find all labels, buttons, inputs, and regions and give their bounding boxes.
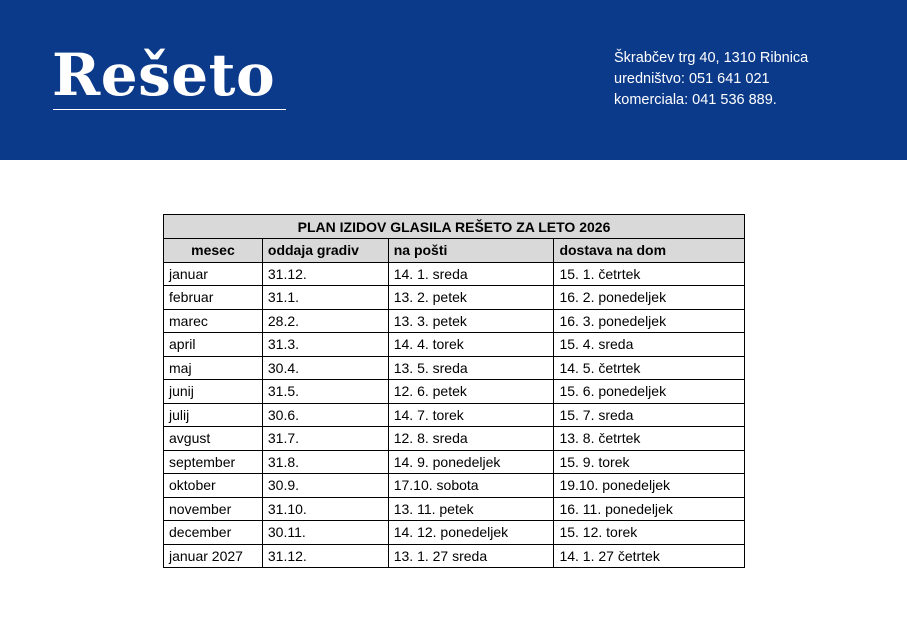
cell-delivery: 16. 3. ponedeljek [554, 309, 745, 333]
cell-submission: 28.2. [262, 309, 388, 333]
cell-post: 14. 4. torek [388, 333, 554, 357]
cell-month: marec [164, 309, 263, 333]
cell-month: januar [164, 262, 263, 286]
cell-submission: 31.12. [262, 262, 388, 286]
cell-month: julij [164, 403, 263, 427]
commercial-phone: komerciala: 041 536 889. [614, 92, 777, 108]
cell-delivery: 15. 12. torek [554, 521, 745, 545]
cell-submission: 31.8. [262, 450, 388, 474]
table-row [164, 262, 745, 286]
table-row [164, 497, 745, 521]
column-header-delivery: dostava na dom [554, 239, 745, 263]
cell-month: junij [164, 380, 263, 404]
cell-month: februar [164, 286, 263, 310]
header-banner [0, 0, 907, 160]
cell-submission: 30.11. [262, 521, 388, 545]
cell-delivery: 13. 8. četrtek [554, 427, 745, 451]
cell-month: april [164, 333, 263, 357]
logo: Rešeto [52, 41, 276, 109]
cell-delivery: 15. 7. sreda [554, 403, 745, 427]
cell-delivery: 15. 1. četrtek [554, 262, 745, 286]
address-text: Škrabčev trg 40, 1310 Ribnica [614, 50, 809, 66]
cell-post: 13. 11. petek [388, 497, 554, 521]
cell-post: 14. 7. torek [388, 403, 554, 427]
table-row [164, 309, 745, 333]
cell-submission: 31.5. [262, 380, 388, 404]
table-row [164, 380, 745, 404]
table-body [164, 262, 745, 568]
table-row [164, 474, 745, 498]
cell-post: 14. 9. ponedeljek [388, 450, 554, 474]
cell-month: januar 2027 [164, 544, 263, 568]
cell-delivery: 15. 4. sreda [554, 333, 745, 357]
cell-month: november [164, 497, 263, 521]
cell-post: 13. 1. 27 sreda [388, 544, 554, 568]
cell-month: december [164, 521, 263, 545]
table-row [164, 427, 745, 451]
table-row [164, 521, 745, 545]
cell-month: maj [164, 356, 263, 380]
cell-submission: 31.12. [262, 544, 388, 568]
cell-post: 14. 12. ponedeljek [388, 521, 554, 545]
cell-delivery: 15. 9. torek [554, 450, 745, 474]
publication-plan-table [163, 214, 745, 568]
cell-submission: 31.7. [262, 427, 388, 451]
cell-post: 13. 5. sreda [388, 356, 554, 380]
contact-info [614, 48, 808, 111]
table-title: PLAN IZIDOV GLASILA REŠETO ZA LETO 2026 [164, 215, 745, 239]
cell-delivery: 15. 6. ponedeljek [554, 380, 745, 404]
cell-post: 12. 8. sreda [388, 427, 554, 451]
column-header-month: mesec [164, 239, 263, 263]
table-row [164, 333, 745, 357]
cell-submission: 31.10. [262, 497, 388, 521]
cell-delivery: 16. 11. ponedeljek [554, 497, 745, 521]
table-row [164, 450, 745, 474]
editorial-phone: uredništvo: 051 641 021 [614, 71, 770, 87]
cell-delivery: 14. 5. četrtek [554, 356, 745, 380]
table-row [164, 544, 745, 568]
cell-submission: 30.6. [262, 403, 388, 427]
table-header-row [164, 239, 745, 263]
cell-month: september [164, 450, 263, 474]
table-row [164, 403, 745, 427]
cell-post: 13. 2. petek [388, 286, 554, 310]
cell-post: 13. 3. petek [388, 309, 554, 333]
cell-submission: 30.4. [262, 356, 388, 380]
logo-underline [53, 109, 286, 110]
cell-post: 12. 6. petek [388, 380, 554, 404]
column-header-submission: oddaja gradiv [262, 239, 388, 263]
cell-month: avgust [164, 427, 263, 451]
cell-delivery: 14. 1. 27 četrtek [554, 544, 745, 568]
table-title-row [164, 215, 745, 239]
cell-submission: 31.3. [262, 333, 388, 357]
cell-delivery: 16. 2. ponedeljek [554, 286, 745, 310]
cell-submission: 30.9. [262, 474, 388, 498]
table-row [164, 286, 745, 310]
cell-delivery: 19.10. ponedeljek [554, 474, 745, 498]
table-row [164, 356, 745, 380]
cell-month: oktober [164, 474, 263, 498]
column-header-post: na pošti [388, 239, 554, 263]
cell-post: 14. 1. sreda [388, 262, 554, 286]
cell-post: 17.10. sobota [388, 474, 554, 498]
cell-submission: 31.1. [262, 286, 388, 310]
